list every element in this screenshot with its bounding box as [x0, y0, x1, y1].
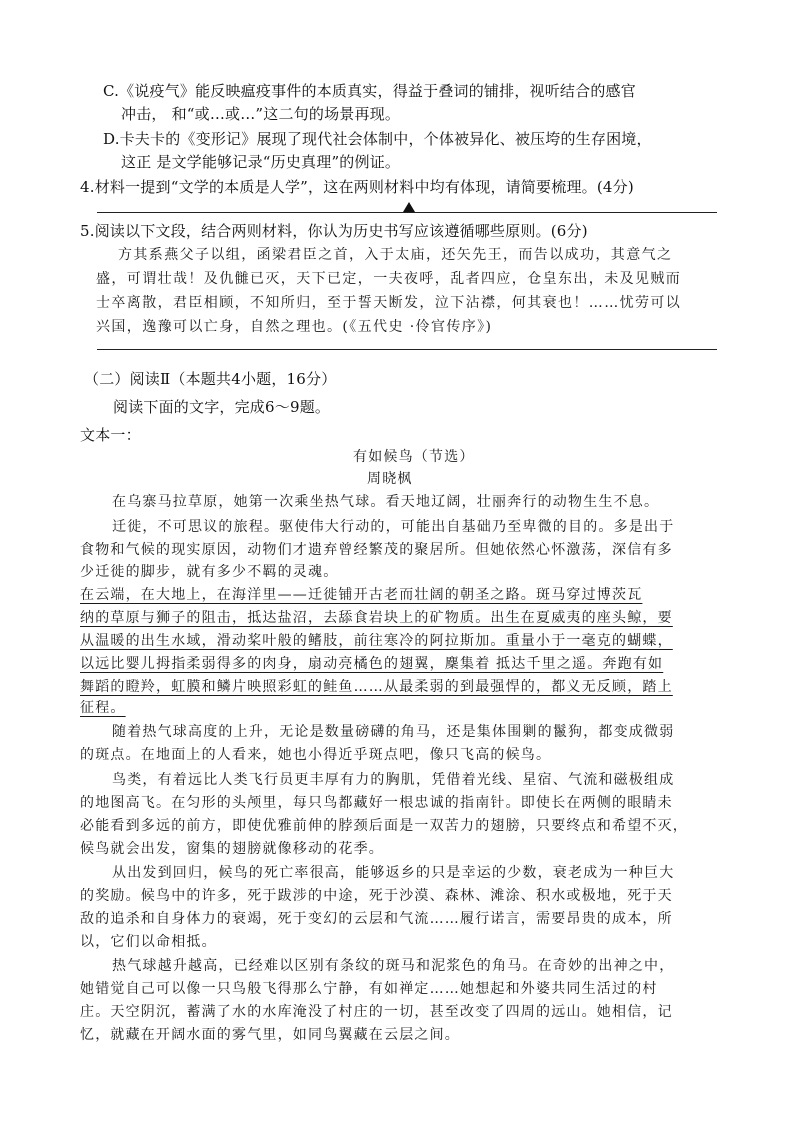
classical-line-1: 方其系燕父子以组，函梁君臣之首，入于太庙，还矢先王，而告以成功，其意气之 [118, 247, 673, 263]
classical-line-4: 兴国，逸豫可以亡身，自然之理也。(《五代史 ·伶官传序》) [96, 319, 493, 335]
paragraph-4-line-1: 随着热气球高度的上升，无论是数量磅礴的角马，还是集体围剿的鬣狗，都变成微弱 [112, 724, 675, 740]
paragraph-4-line-2: 的斑点。在地面上的人看来，她也小得近乎斑点吧，像只飞高的候鸟。 [80, 747, 552, 763]
paragraph-7-line-3: 庄。天空阴沉，蓄满了水的水库淹没了村庄的一切，甚至改变了四周的远山。她相信，记 [80, 1004, 673, 1020]
answer-marker-icon [403, 202, 415, 212]
paragraph-1: 在乌寨马拉草原，她第一次乘坐热气球。看天地辽阔，壮丽奔行的动物生生不息。 [112, 494, 660, 510]
section-divider [97, 349, 717, 350]
article-author: 周晓枫 [367, 471, 413, 487]
paragraph-3-line-4: 以远比婴儿拇指柔弱得多的肉身，扇动亮橘色的翅翼，麇集着 抵达千里之遥。奔跑有如 [80, 656, 664, 672]
paragraph-6-line-3: 敌的追杀和自身体力的衰竭，死于变幻的云层和气流……履行诺言，需要昂贵的成本，所 [80, 911, 673, 927]
option-c-line2: 冲击， 和“或…或…”这二句的场景再现。 [121, 105, 401, 123]
option-c-line1: C.《说疫气》能反映瘟疫事件的本质真实，得益于叠词的铺排，视听结合的感官 [103, 82, 636, 100]
classical-line-2: 盛，可谓壮哉！及仇雠已灭，天下已定，一夫夜呼，乱者四应，仓皇东出，未及见贼而 [96, 271, 682, 287]
paragraph-3-line-6: 征程。 [80, 700, 126, 716]
paragraph-3-line-1: 在云端，在大地上，在海洋里——迁徙铺开古老而壮阔的朝圣之路。斑马穿过博茨瓦 [80, 587, 643, 603]
paragraph-6-line-1: 从出发到回归，候鸟的死亡率很高，能够返乡的只是幸运的少数，衰老成为一种巨大 [112, 865, 675, 881]
article-title: 有如候鸟（节选） [353, 449, 475, 465]
question-5: 5.阅读以下文段，结合两则材料，你认为历史书写应该遵循哪些原则。(6分) [80, 222, 588, 240]
paragraph-2-line-2: 食物和气候的现实原因，动物们才遗弃曾经繁茂的聚居所。但她依然心怀激荡，深信有多 [80, 542, 673, 558]
paragraph-3-line-2: 纳的草原与狮子的阻击，抵达盐沼，去舔食岩块上的矿物质。出生在夏威夷的座头鲸，要 [80, 610, 673, 626]
option-d-line1: D.卡夫卡的《变形记》展现了现代社会体制中，个体被异化、被压垮的生存困境， [103, 130, 652, 148]
paragraph-5-line-2: 的地图高飞。在匀形的头颅里，每只鸟都藏好一根忠诚的指南针。即使长在两侧的眼睛未 [80, 795, 673, 811]
paragraph-7-line-1: 热气球越升越高，已经难以区别有条纹的斑马和泥浆色的角马。在奇妙的出神之中， [112, 958, 675, 974]
paragraph-5-line-3: 必能看到多远的前方，即使优雅前伸的脖颈后面是一双苦力的翅膀，只要终点和希望不灭， [80, 818, 688, 834]
paragraph-2-line-1: 迁徙，不可思议的旅程。驱使伟大行动的，可能出自基础乃至卑微的目的。多是出于 [112, 519, 675, 535]
option-d-line2: 这正 是文学能够记录“历史真理”的例证。 [121, 153, 401, 171]
paragraph-3-line-5: 舞蹈的瞪羚，虹膜和鳞片映照彩虹的鲑鱼……从最柔弱的到最强悍的，都义无反顾，踏上 [80, 679, 673, 695]
paragraph-5-line-1: 鸟类，有着远比人类飞行员更丰厚有力的胸肌，凭借着光线、星宿、气流和磁极组成 [112, 772, 675, 788]
paragraph-5-line-4: 候鸟就会出发，窗集的翅膀就像移动的花季。 [80, 841, 384, 857]
paragraph-6-line-4: 以，它们以命相抵。 [80, 934, 217, 950]
paragraph-7-line-2: 她错觉自己可以像一只鸟般飞得那么宁静，有如禅定……她想起和外婆共同生活过的村 [80, 981, 658, 997]
answer-line [97, 212, 717, 213]
paragraph-7-line-4: 忆，就藏在开阔水面的雾气里，如同鸟翼藏在云层之间。 [80, 1027, 460, 1043]
section-heading: （二）阅读Ⅱ（本题共4小题，16分） [84, 370, 337, 388]
text-label: 文本一： [80, 426, 141, 444]
question-4: 4.材料一提到“文学的本质是人学”，这在两则材料中均有体现，请简要梳理。(4分) [80, 178, 634, 196]
section-instruction: 阅读下面的文字，完成6～9题。 [113, 398, 331, 416]
paragraph-6-line-2: 的奖励。候鸟中的许多，死于跋涉的中途，死于沙漠、森林、滩涂、积水或极地，死于天 [80, 888, 673, 904]
classical-line-3: 士卒离散，君臣相顾，不知所归，至于誓天断发，泣下沾襟，何其衰也！……忧劳可以 [96, 295, 682, 311]
paragraph-3-line-3: 从温暖的出生水域，滑动桨叶般的鳍肢，前往寒冷的阿拉斯加。重量小于一毫克的蝴蝶， [80, 633, 673, 649]
paragraph-2-line-3: 少迁徙的脚步，就有多少不羁的灵魂。 [80, 564, 339, 580]
